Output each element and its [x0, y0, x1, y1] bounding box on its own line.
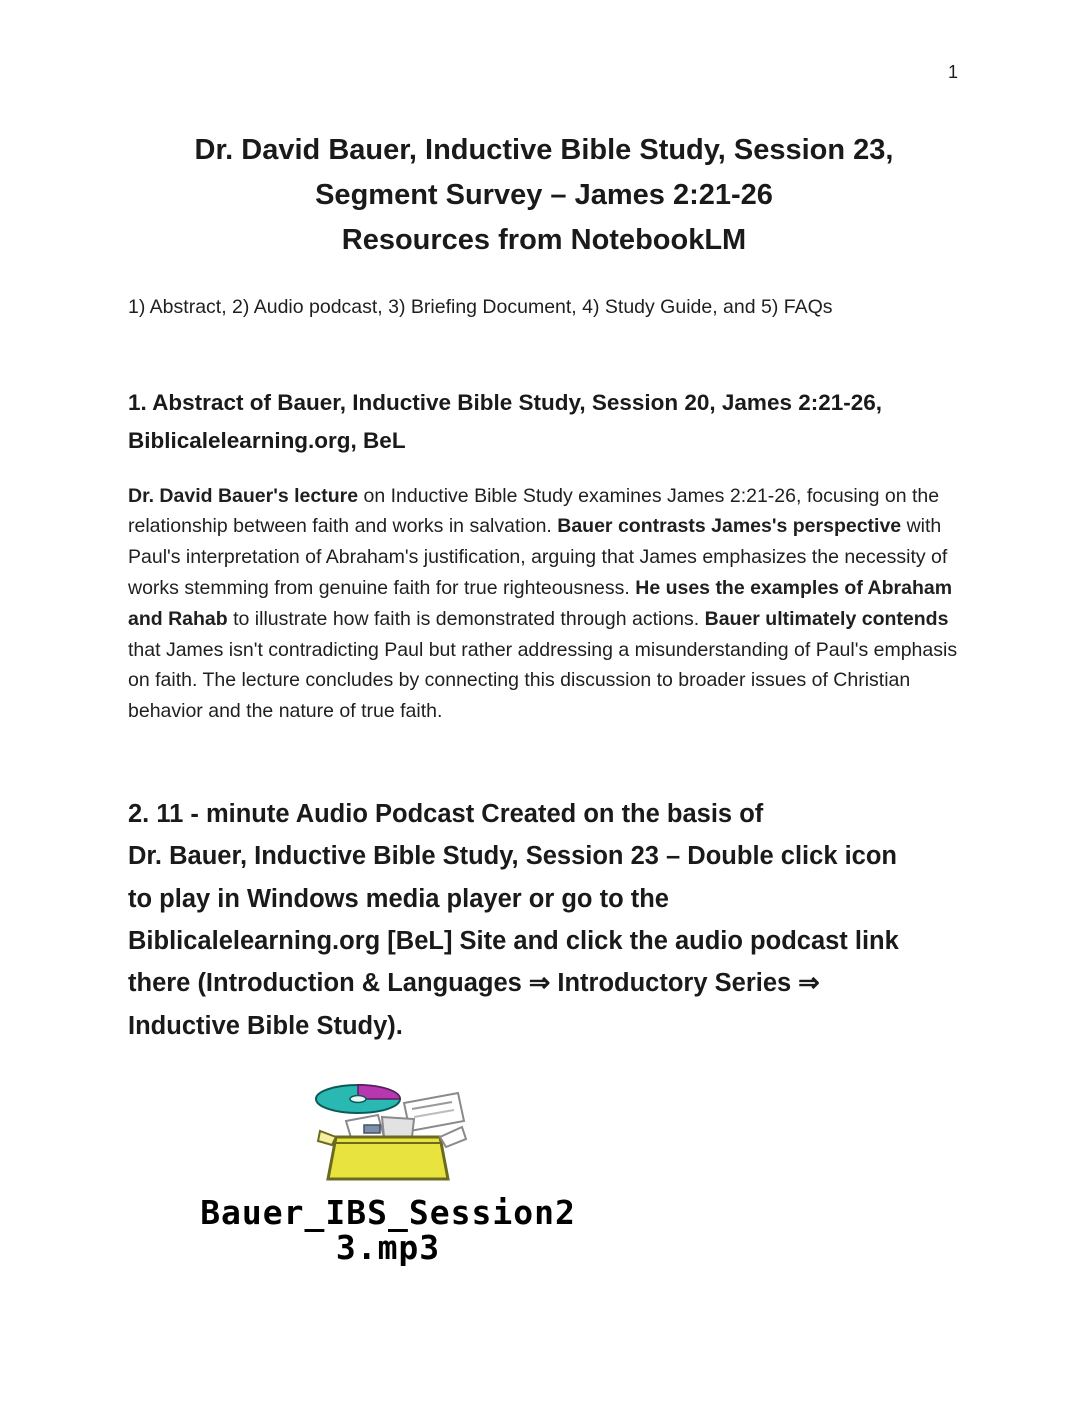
section-2-heading: 2. 11 - minute Audio Podcast Created on the basis of Dr. Bauer, Inductive Bible Study, Session 23 – Double click icon to play in Windows media player or go to the Biblicalelearning.org [BeL] Site and click the audio podcast link there (Introduction & Languages ⇒ Introductory Series ⇒ Inductive Bible Study). [128, 799, 899, 1040]
mp3-attachment[interactable] [138, 1077, 638, 1265]
section-1-heading: 1. Abstract of Bauer, Inductive Bible Study, Session 20, James 2:21-26, Biblicalelearning.org, BeL [128, 390, 883, 454]
page-number: 1 [947, 62, 958, 82]
mp3-package-icon[interactable] [308, 1077, 468, 1190]
resources-list-line: 1) Abstract, 2) Audio podcast, 3) Briefing Document, 4) Study Guide, and 5) FAQs [128, 295, 833, 318]
document-title: Dr. David Bauer, Inductive Bible Study, Session 23, Segment Survey – James 2:21-26 Resources from NotebookLM [194, 134, 894, 256]
mp3-filename-label[interactable]: Bauer_IBS_Session2 3.mp3 [200, 1192, 576, 1267]
abstract-paragraph: Dr. David Bauer's lecture on Inductive Bible Study examines James 2:21-26, focusing on the relationship between faith and works in salvation. Bauer contrasts James's perspective with Paul's interpretation of Abraham's justification, arguing that James emphasizes the necessity of works stemming from genuine faith for true righteousness. He uses the examples of Abraham and Rahab to illustrate how faith is demonstrated through actions. Bauer ultimately contends that James isn't contradicting Paul but rather addressing a misunderstanding of Paul's emphasis on faith. The lecture concludes by connecting this discussion to broader issues of Christian behavior and the nature of true faith. [128, 484, 958, 723]
